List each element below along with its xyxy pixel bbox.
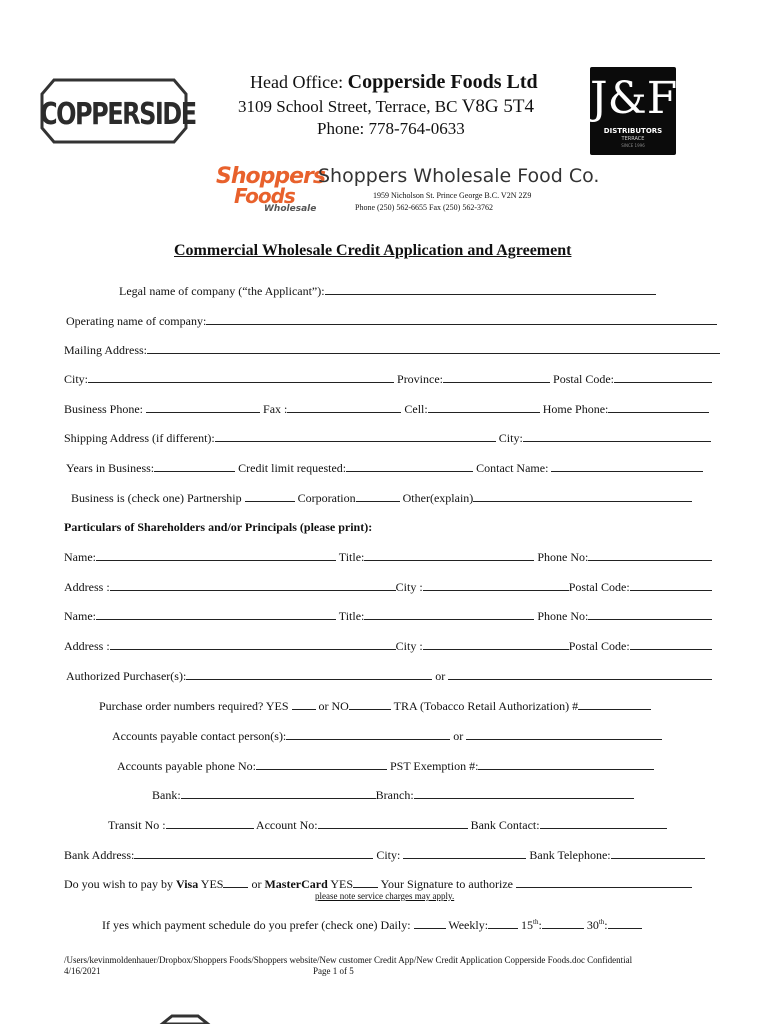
label-postal-a1: Postal Code: bbox=[568, 580, 630, 594]
row-purchase-order bbox=[99, 698, 651, 714]
visa-yes-field[interactable] bbox=[223, 876, 248, 888]
jf-distributors-logo bbox=[590, 67, 676, 155]
principal2-postal-field[interactable] bbox=[630, 638, 712, 650]
postal-code-field[interactable] bbox=[614, 371, 712, 383]
label-name2: Name: bbox=[64, 609, 96, 623]
label-legal-name: Legal name of company (“the Applicant”): bbox=[119, 284, 325, 298]
label-name1: Name: bbox=[64, 550, 96, 564]
label-signature: Your Signature to authorize bbox=[380, 877, 514, 891]
business-phone-field[interactable] bbox=[146, 401, 260, 413]
bank-city-field[interactable] bbox=[403, 847, 526, 859]
shoppers-logo-line2: Foods bbox=[234, 184, 295, 208]
shoppers-phone: Phone (250) 562-6655 Fax (250) 562-3762 bbox=[355, 203, 493, 212]
mastercard-yes-field[interactable] bbox=[353, 876, 378, 888]
head-office-label: Head Office: bbox=[250, 72, 344, 92]
head-office-line bbox=[250, 71, 538, 94]
principal1-postal-field[interactable] bbox=[630, 579, 712, 591]
ap-contact-field-1[interactable] bbox=[286, 728, 450, 740]
label-home-phone: Home Phone: bbox=[542, 402, 609, 416]
thirtieth-field[interactable] bbox=[608, 917, 642, 929]
label-yes-visa: YES bbox=[200, 877, 224, 891]
head-office-phone: Phone: 778-764-0633 bbox=[317, 119, 465, 138]
label-years: Years in Business: bbox=[66, 461, 155, 475]
row-bank bbox=[152, 787, 634, 803]
label-corporation: Corporation bbox=[297, 491, 356, 505]
row-principal1-address bbox=[64, 579, 712, 595]
cell-field[interactable] bbox=[428, 401, 540, 413]
corporation-field[interactable] bbox=[356, 490, 400, 502]
label-contact-name: Contact Name: bbox=[476, 461, 549, 475]
other-explain-field[interactable] bbox=[473, 490, 692, 502]
address-text: 3109 School Street, Terrace, BC bbox=[238, 97, 458, 116]
province-field[interactable] bbox=[443, 371, 550, 383]
row-payment bbox=[64, 876, 692, 892]
label-fax: Fax : bbox=[263, 402, 288, 416]
auth-purchaser-field-2[interactable] bbox=[448, 668, 712, 680]
shoppers-logo-line1: Shoppers bbox=[216, 164, 325, 189]
page-title: Commercial Wholesale Credit Application and Agreement bbox=[174, 242, 572, 259]
contact-name-field[interactable] bbox=[551, 460, 703, 472]
label-credit-limit: Credit limit requested: bbox=[238, 461, 347, 475]
po-no-field[interactable] bbox=[349, 698, 391, 710]
row-transit bbox=[108, 817, 667, 833]
shoppers-foods-logo bbox=[214, 162, 325, 220]
signature-field[interactable] bbox=[516, 876, 692, 888]
label-tra: TRA (Tobacco Retail Authorization) # bbox=[393, 699, 579, 713]
label-city-a2: City : bbox=[395, 639, 423, 653]
label-address2: Address : bbox=[64, 639, 110, 653]
operating-name-field[interactable] bbox=[206, 313, 717, 325]
transit-field[interactable] bbox=[166, 817, 254, 829]
label-title1: Title: bbox=[338, 550, 365, 564]
row-schedule bbox=[102, 917, 642, 933]
partnership-field[interactable] bbox=[245, 490, 295, 502]
jf-logo-sub2: TERRACE bbox=[621, 136, 645, 142]
label-weekly: Weekly: bbox=[448, 918, 489, 932]
jf-logo-text: J&F bbox=[590, 73, 678, 124]
label-phone2: Phone No: bbox=[537, 609, 589, 623]
ap-contact-field-2[interactable] bbox=[466, 728, 662, 740]
jf-logo-sub3: SINCE 1996 bbox=[621, 143, 645, 148]
label-or1: or bbox=[435, 669, 446, 683]
row-ap-phone bbox=[117, 758, 654, 774]
section-particulars: Particulars of Shareholders and/or Principals (please print): bbox=[64, 520, 373, 534]
weekly-field[interactable] bbox=[488, 917, 518, 929]
row-principal2-address bbox=[64, 638, 712, 654]
city-field[interactable] bbox=[88, 371, 394, 383]
bank-address-field[interactable] bbox=[134, 847, 373, 859]
label-postal-a2: Postal Code: bbox=[568, 639, 630, 653]
label-or-no: or NO bbox=[318, 699, 349, 713]
jf-logo-sub: DISTRIBUTORS bbox=[603, 127, 663, 135]
row-mailing bbox=[64, 342, 720, 358]
bank-contact-field[interactable] bbox=[540, 817, 667, 829]
label-postal: Postal Code: bbox=[553, 372, 615, 386]
label-15th-colon: : bbox=[538, 918, 542, 932]
label-address1: Address : bbox=[64, 580, 110, 594]
credit-limit-field[interactable] bbox=[346, 460, 473, 472]
tra-field[interactable] bbox=[578, 698, 651, 710]
principal2-title-field[interactable] bbox=[364, 608, 534, 620]
label-schedule-daily: If yes which payment schedule do you prefer (check one) Daily: bbox=[102, 918, 411, 932]
row-principal1-name bbox=[64, 549, 712, 565]
label-bank: Bank: bbox=[152, 788, 181, 802]
label-shipping: Shipping Address (if different): bbox=[64, 431, 215, 445]
principal1-address-field[interactable] bbox=[110, 579, 396, 591]
footer-path: /Users/kevinmoldenhauer/Dropbox/Shoppers Foods/Shoppers website/New customer Credit App/New Credit Application Copperside Foods.doc Confidential bbox=[64, 955, 633, 965]
principal2-address-field[interactable] bbox=[110, 638, 396, 650]
shipping-city-field[interactable] bbox=[523, 430, 711, 442]
shipping-address-field[interactable] bbox=[215, 430, 496, 442]
service-charge-note: please note service charges may apply. bbox=[315, 891, 455, 901]
shoppers-logo-line3: Wholesale bbox=[264, 204, 317, 214]
pst-exemption-field[interactable] bbox=[478, 758, 654, 770]
shoppers-address: 1959 Nicholson St. Prince George B.C. V2N 2Z9 bbox=[373, 191, 532, 200]
next-page-logo-fragment bbox=[150, 1014, 220, 1024]
legal-name-field[interactable] bbox=[325, 283, 656, 295]
footer-date: 4/16/2021 bbox=[64, 966, 101, 976]
principal2-city-field[interactable] bbox=[423, 638, 569, 650]
fax-field[interactable] bbox=[287, 401, 401, 413]
row-principal2-name bbox=[64, 608, 712, 624]
label-account-no: Account No: bbox=[255, 818, 318, 832]
shoppers-company-name: Shoppers Wholesale Food Co. bbox=[318, 165, 600, 187]
principal2-name-field[interactable] bbox=[96, 608, 336, 620]
auth-purchaser-field-1[interactable] bbox=[186, 668, 432, 680]
principal1-name-field[interactable] bbox=[96, 549, 336, 561]
label-po-required: Purchase order numbers required? YES bbox=[99, 699, 289, 713]
label-bank-contact: Bank Contact: bbox=[470, 818, 540, 832]
label-or-mc: or bbox=[251, 877, 262, 891]
row-business-type bbox=[71, 490, 692, 506]
label-bank-city: City: bbox=[376, 848, 401, 862]
row-shipping bbox=[64, 430, 711, 446]
row-phones bbox=[64, 401, 709, 417]
account-no-field[interactable] bbox=[318, 817, 468, 829]
daily-field[interactable] bbox=[414, 917, 446, 929]
copperside-logo bbox=[40, 78, 196, 144]
label-pay-q: Do you wish to pay by bbox=[64, 877, 173, 891]
copperside-logo-text: COPPERSIDE bbox=[40, 96, 196, 132]
footer-page: Page 1 of 5 bbox=[313, 966, 354, 976]
row-city bbox=[64, 371, 712, 387]
label-15th: 15 bbox=[521, 918, 534, 932]
label-operating-name: Operating name of company: bbox=[66, 314, 207, 328]
ap-phone-field[interactable] bbox=[256, 758, 387, 770]
label-bank-tel: Bank Telephone: bbox=[529, 848, 611, 862]
bank-field[interactable] bbox=[181, 787, 376, 799]
row-years bbox=[66, 460, 703, 476]
label-transit: Transit No : bbox=[108, 818, 166, 832]
fifteenth-field[interactable] bbox=[542, 917, 584, 929]
row-ap-contact bbox=[112, 728, 662, 744]
label-cell: Cell: bbox=[404, 402, 428, 416]
label-other: Other(explain) bbox=[402, 491, 474, 505]
label-business-phone: Business Phone: bbox=[64, 402, 144, 416]
label-mailing: Mailing Address: bbox=[64, 343, 147, 357]
row-operating-name bbox=[66, 313, 717, 329]
postal-text: V8G 5T4 bbox=[461, 96, 535, 117]
company-name: Copperside Foods Ltd bbox=[347, 71, 538, 93]
head-office-address bbox=[238, 96, 534, 118]
branch-field[interactable] bbox=[414, 787, 634, 799]
label-ap-phone: Accounts payable phone No: bbox=[117, 759, 256, 773]
mailing-address-field[interactable] bbox=[147, 342, 720, 354]
label-city-a1: City : bbox=[395, 580, 423, 594]
label-branch: Branch: bbox=[375, 788, 414, 802]
label-title2: Title: bbox=[338, 609, 365, 623]
label-bank-address: Bank Address: bbox=[64, 848, 135, 862]
label-mastercard: MasterCard bbox=[264, 877, 328, 891]
label-30th-colon: : bbox=[604, 918, 608, 932]
row-legal-name bbox=[119, 283, 656, 299]
label-auth-purchaser: Authorized Purchaser(s): bbox=[66, 669, 187, 683]
label-visa: Visa bbox=[176, 877, 199, 891]
label-yes-mc: YES bbox=[330, 877, 354, 891]
row-bank-address bbox=[64, 847, 705, 863]
principal1-city-field[interactable] bbox=[423, 579, 569, 591]
principal2-phone-field[interactable] bbox=[588, 608, 712, 620]
label-ap-contact: Accounts payable contact person(s): bbox=[112, 729, 287, 743]
label-shipping-city: City: bbox=[498, 431, 523, 445]
row-authorized-purchaser bbox=[66, 668, 712, 684]
po-yes-field[interactable] bbox=[292, 698, 316, 710]
label-city: City: bbox=[64, 372, 89, 386]
label-or2: or bbox=[453, 729, 464, 743]
label-business-is: Business is (check one) Partnership bbox=[71, 491, 242, 505]
bank-telephone-field[interactable] bbox=[611, 847, 705, 859]
principal1-title-field[interactable] bbox=[364, 549, 534, 561]
principal1-phone-field[interactable] bbox=[588, 549, 712, 561]
label-30th-suffix: th bbox=[598, 918, 605, 926]
label-15th-suffix: th bbox=[533, 918, 539, 926]
years-field[interactable] bbox=[154, 460, 235, 472]
label-phone1: Phone No: bbox=[537, 550, 589, 564]
label-30th: 30 bbox=[586, 918, 599, 932]
home-phone-field[interactable] bbox=[608, 401, 709, 413]
label-pst: PST Exemption #: bbox=[389, 759, 479, 773]
label-province: Province: bbox=[397, 372, 444, 386]
